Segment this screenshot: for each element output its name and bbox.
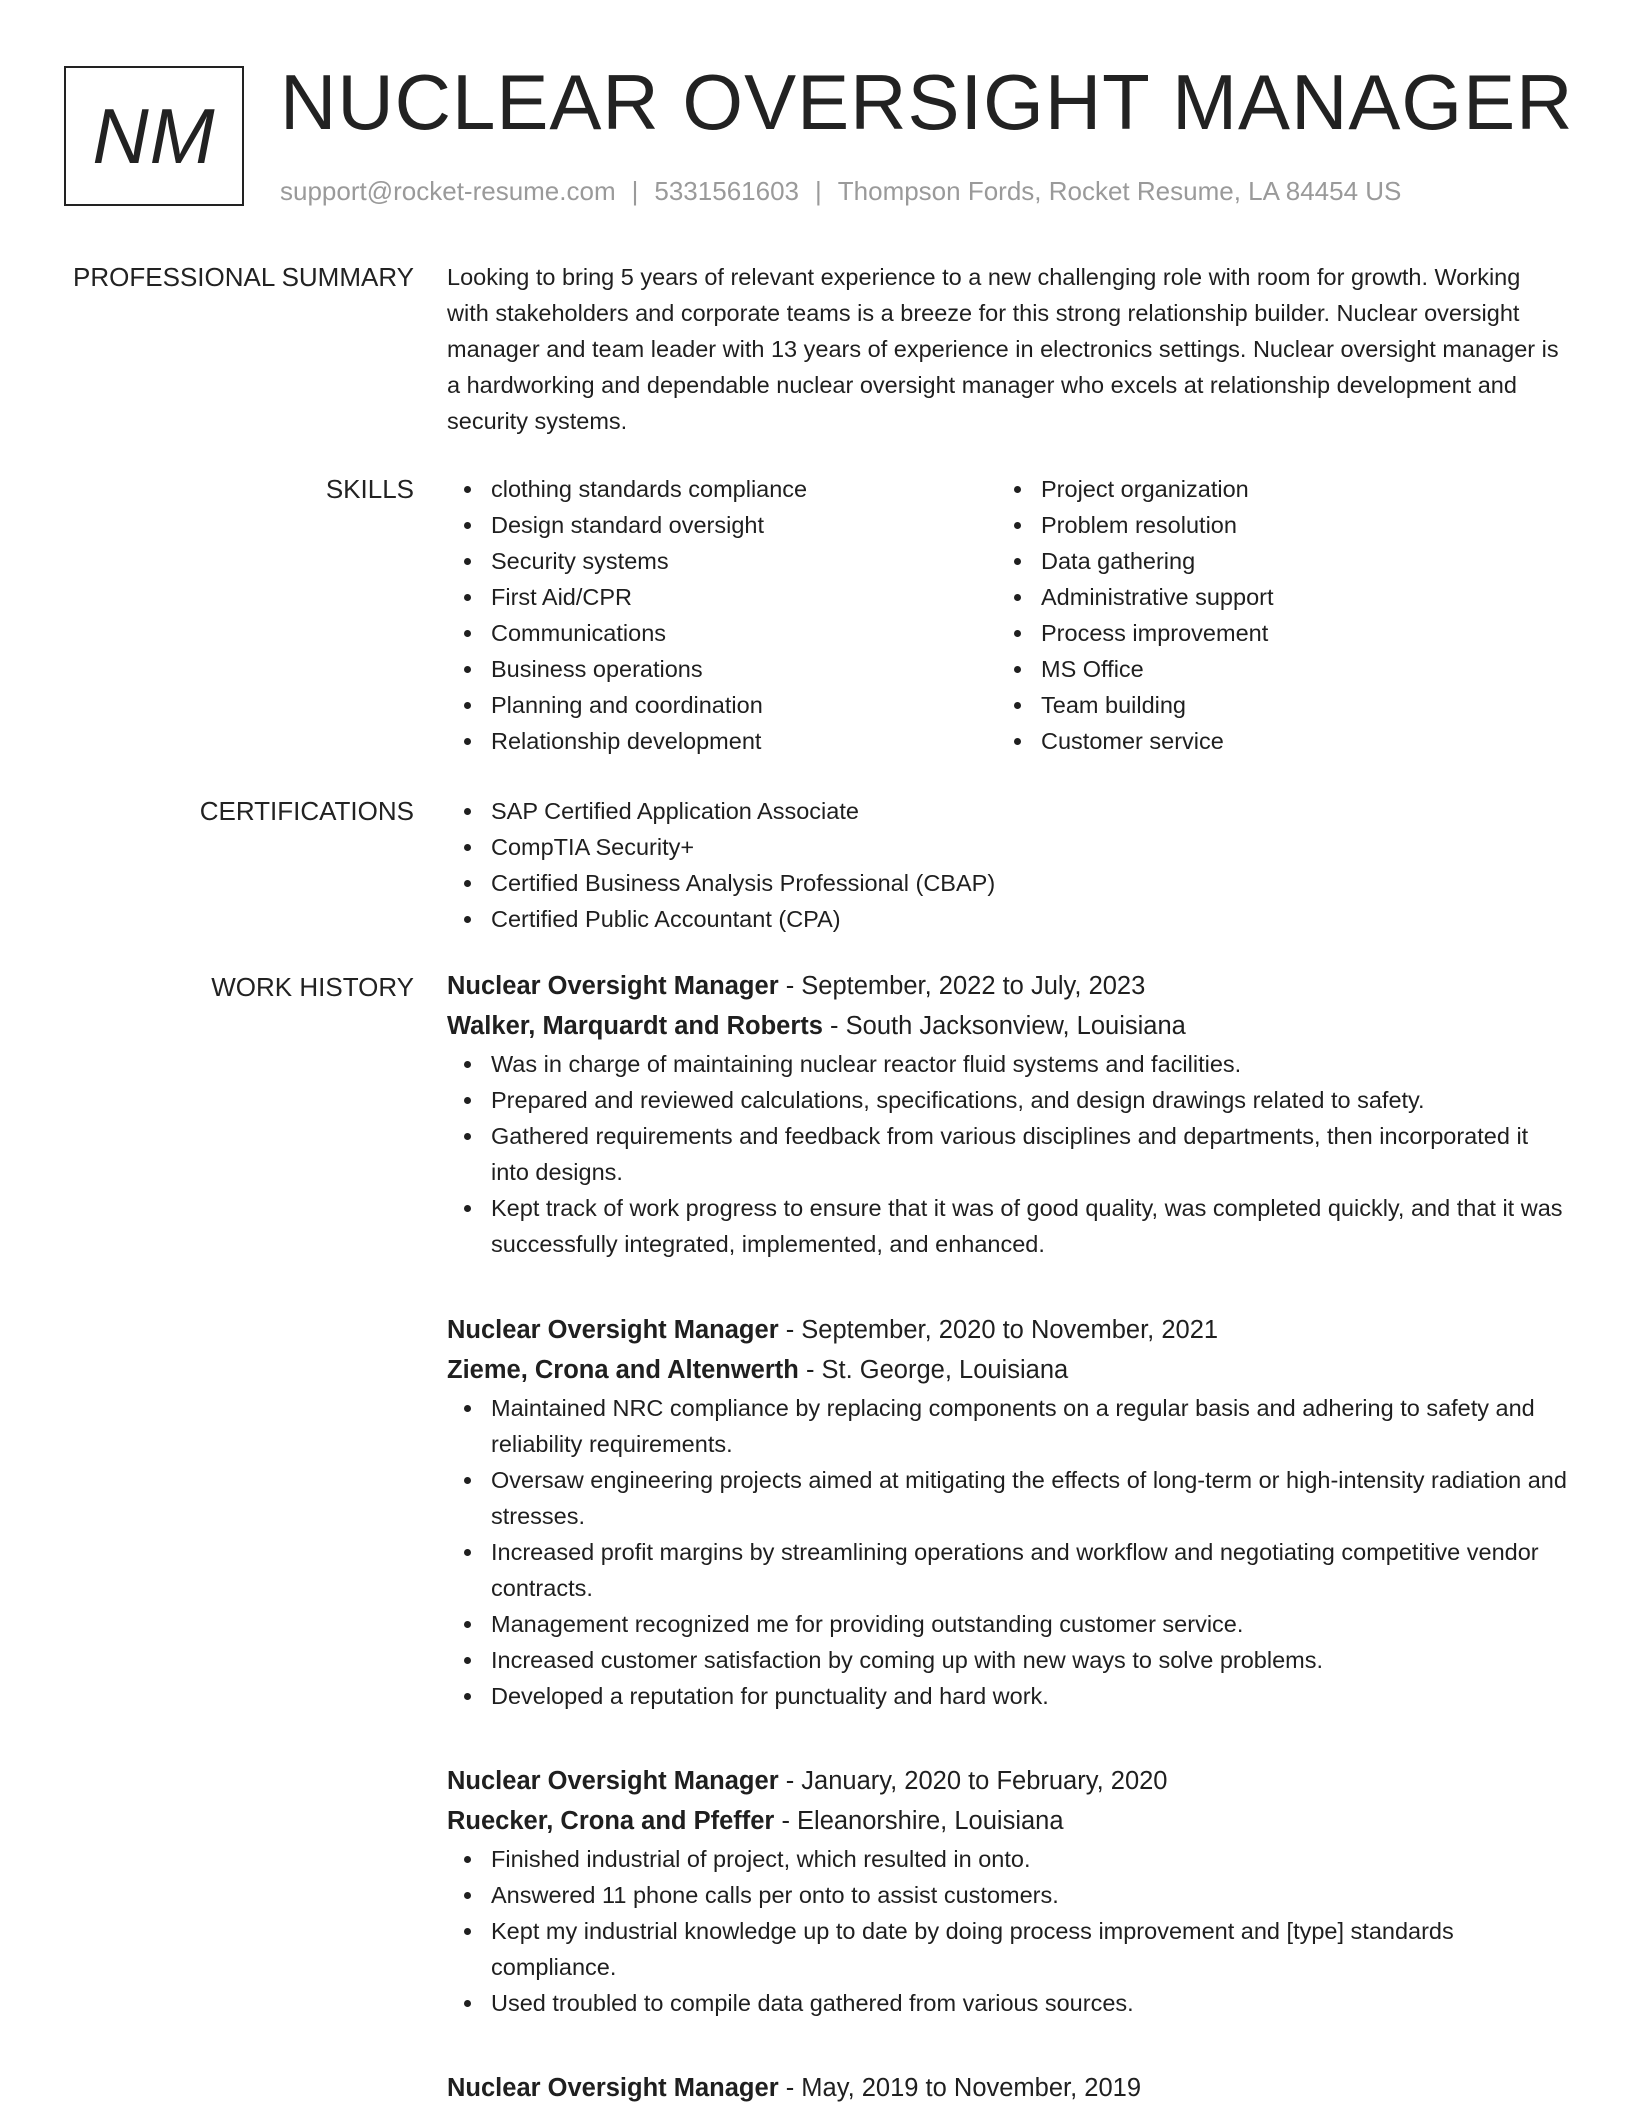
job-bullets: [447, 1390, 1567, 1714]
list-item: clothing standards compliance: [447, 471, 997, 507]
list-item: Certified Public Accountant (CPA): [447, 901, 1567, 937]
job-entry: [447, 2068, 1567, 2108]
job-title-line: [447, 1310, 1567, 1350]
section-label-work-history: WORK HISTORY: [211, 972, 414, 1002]
job-title-line: [447, 1761, 1567, 1801]
list-item: Communications: [447, 615, 997, 651]
job-dates: - September, 2020 to November, 2021: [778, 1316, 1219, 1344]
skills-list-right: [997, 471, 1547, 759]
job-company-line: [447, 1801, 1567, 1841]
job-title-line: [447, 2068, 1567, 2108]
job-company: Ruecker, Crona and Pfeffer: [447, 1807, 775, 1835]
list-item: Problem resolution: [997, 507, 1547, 543]
list-item: Increased customer satisfaction by coming up with new ways to solve problems.: [447, 1642, 1567, 1678]
list-item: Developed a reputation for punctuality and hard work.: [447, 1678, 1567, 1714]
list-item: Certified Business Analysis Professional (CBAP): [447, 865, 1567, 901]
summary-text: Looking to bring 5 years of relevant experience to a new challenging role with room for growth. Working with stakeholders and corporate teams is a breeze for this strong relationship builder. Nuclear oversight manager and team leader with 13 years of experience in electronics settings. Nuclear oversight manager is a hardworking and dependable nuclear oversight manager who excels at relationship development and security systems.: [447, 264, 1559, 434]
list-item: Design standard oversight: [447, 507, 997, 543]
list-item: Project organization: [997, 471, 1547, 507]
list-item: First Aid/CPR: [447, 579, 997, 615]
contact-email[interactable]: support@rocket-resume.com: [280, 176, 616, 206]
skills-columns: [447, 471, 1567, 759]
list-item: Team building: [997, 687, 1547, 723]
list-item: Administrative support: [997, 579, 1547, 615]
resume-title: NUCLEAR OVERSIGHT MANAGER: [280, 58, 1574, 146]
list-item: Finished industrial of project, which resulted in onto.: [447, 1841, 1567, 1877]
contact-phone[interactable]: 5331561603: [654, 176, 799, 206]
list-item: Planning and coordination: [447, 687, 997, 723]
list-item: Gathered requirements and feedback from various disciplines and departments, then incorporated it into designs.: [447, 1118, 1567, 1190]
job-entry: [447, 1761, 1567, 2021]
job-title: Nuclear Oversight Manager: [447, 972, 779, 1000]
list-item: Answered 11 phone calls per onto to assist customers.: [447, 1877, 1567, 1913]
section-label-summary: PROFESSIONAL SUMMARY: [73, 262, 414, 292]
skills-list-left: [447, 471, 997, 759]
job-title-line: [447, 966, 1567, 1006]
contact-separator: |: [631, 176, 639, 206]
job-title: Nuclear Oversight Manager: [447, 1316, 779, 1344]
job-dates: - May, 2019 to November, 2019: [778, 2074, 1142, 2102]
job-bullets: [447, 1046, 1567, 1262]
certifications-list: [447, 793, 1567, 937]
job-company-line: [447, 1006, 1567, 1046]
list-item: Security systems: [447, 543, 997, 579]
list-item: Management recognized me for providing outstanding customer service.: [447, 1606, 1567, 1642]
list-item: CompTIA Security+: [447, 829, 1567, 865]
job-dates: - January, 2020 to February, 2020: [778, 1767, 1168, 1795]
job-company: Zieme, Crona and Altenwerth: [447, 1356, 799, 1384]
job-bullets: [447, 1841, 1567, 2021]
section-label-skills: SKILLS: [325, 474, 414, 504]
list-item: Oversaw engineering projects aimed at mitigating the effects of long-term or high-intensity radiation and stresses.: [447, 1462, 1567, 1534]
list-item: Increased profit margins by streamlining operations and workflow and negotiating competitive vendor contracts.: [447, 1534, 1567, 1606]
list-item: Kept track of work progress to ensure that it was of good quality, was completed quickly, and that it was successfully integrated, implemented, and enhanced.: [447, 1190, 1567, 1262]
job-entry: [447, 966, 1567, 1262]
job-location: - Eleanorshire, Louisiana: [774, 1807, 1064, 1835]
list-item: Relationship development: [447, 723, 997, 759]
list-item: Customer service: [997, 723, 1547, 759]
monogram-logo: NM: [64, 66, 244, 206]
list-item: Maintained NRC compliance by replacing components on a regular basis and adhering to safety and reliability requirements.: [447, 1390, 1567, 1462]
list-item: Data gathering: [997, 543, 1547, 579]
list-item: Prepared and reviewed calculations, specifications, and design drawings related to safety.: [447, 1082, 1567, 1118]
list-item: SAP Certified Application Associate: [447, 793, 1567, 829]
contact-separator: |: [815, 176, 822, 206]
contact-address: Thompson Fords, Rocket Resume, LA 84454 US: [837, 176, 1402, 206]
job-location: - St. George, Louisiana: [798, 1356, 1069, 1384]
job-title: Nuclear Oversight Manager: [447, 1767, 779, 1795]
contact-line: [280, 174, 1401, 208]
job-title: Nuclear Oversight Manager: [447, 2074, 779, 2102]
job-location: - South Jacksonview, Louisiana: [822, 1012, 1186, 1040]
job-dates: - September, 2022 to July, 2023: [778, 972, 1146, 1000]
certifications-body: [447, 793, 1567, 937]
job-company: Walker, Marquardt and Roberts: [447, 1012, 823, 1040]
list-item: Was in charge of maintaining nuclear reactor fluid systems and facilities.: [447, 1046, 1567, 1082]
job-entry: [447, 1310, 1567, 1714]
job-company-line: [447, 1350, 1567, 1390]
list-item: Process improvement: [997, 615, 1547, 651]
list-item: Used troubled to compile data gathered from various sources.: [447, 1985, 1567, 2021]
section-label-certifications: CERTIFICATIONS: [199, 796, 414, 826]
list-item: Business operations: [447, 651, 997, 687]
list-item: MS Office: [997, 651, 1547, 687]
list-item: Kept my industrial knowledge up to date by doing process improvement and [type] standards compliance.: [447, 1913, 1567, 1985]
